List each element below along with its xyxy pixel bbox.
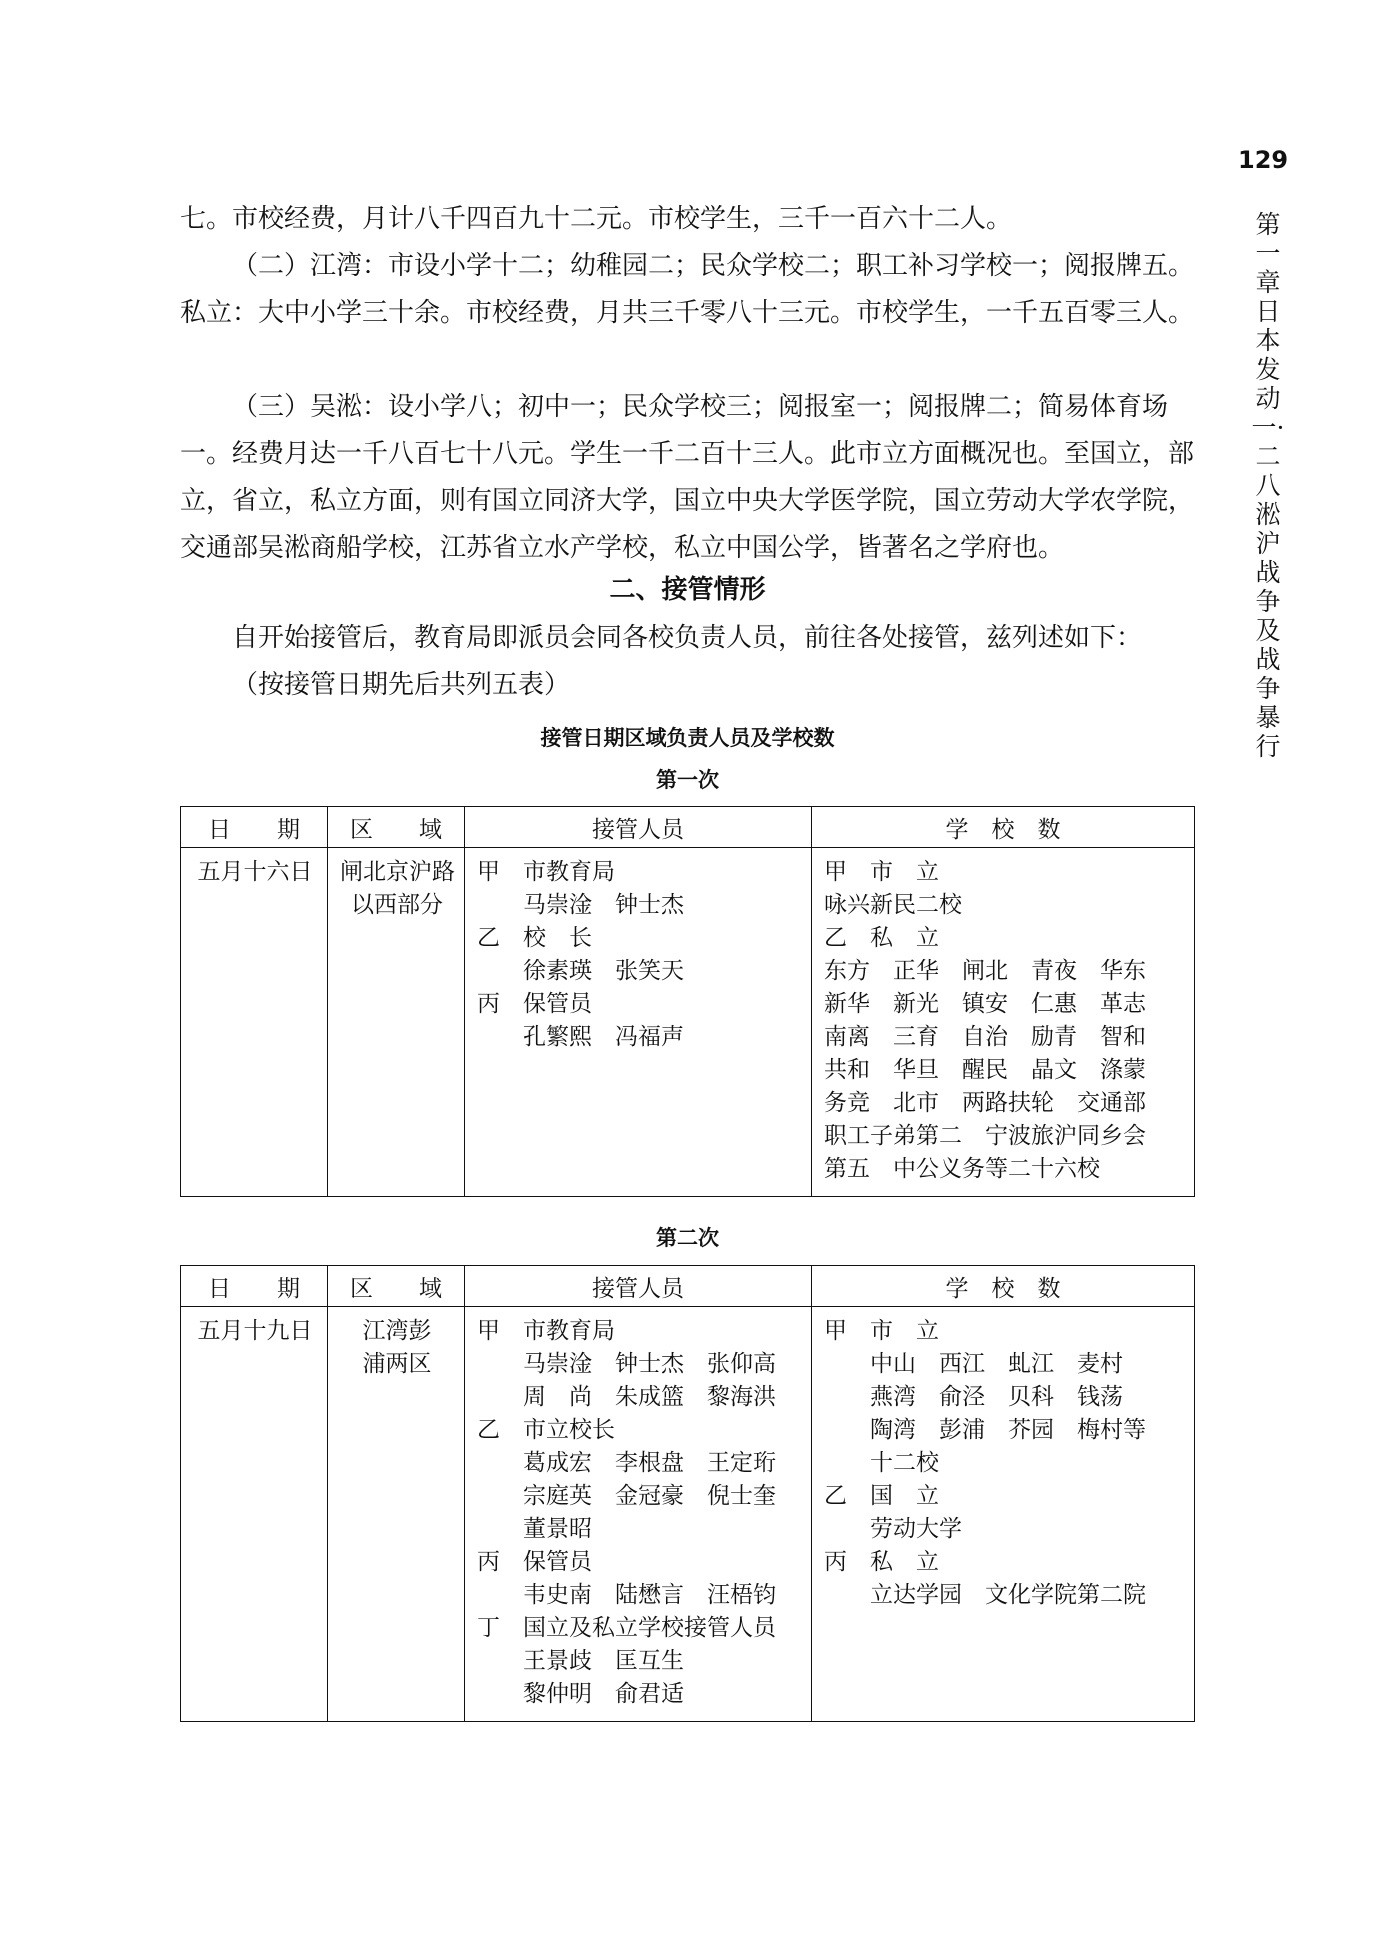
schools-line: 甲 市 立 <box>824 1318 939 1344</box>
cell-staff <box>465 848 812 1197</box>
staff-line: 甲 市教育局 <box>477 859 615 885</box>
schools-line: 务竞 北市 两路扶轮 交通部 <box>824 1090 1146 1116</box>
staff-line: 丙 保管员 <box>477 1549 592 1575</box>
staff-line: 宗庭英 金冠豪 倪士奎 <box>477 1483 776 1509</box>
schools-line: 南离 三育 自治 励青 智和 <box>824 1024 1146 1050</box>
staff-line: 徐素瑛 张笑天 <box>477 958 684 984</box>
cell-schools <box>812 1307 1195 1722</box>
intro-text: 自开始接管后，教育局即派员会同各校负责人员，前往各处接管，兹列述如下： <box>232 623 1143 653</box>
area-line: 闸北京沪路 <box>340 859 455 885</box>
staff-line: 周 尚 朱成篮 黎海洪 <box>477 1384 776 1410</box>
table-row <box>181 848 1195 1197</box>
section-heading: 二、接管情形 <box>609 575 766 605</box>
header-date: 日 期 <box>181 1266 328 1307</box>
staff-line: 董景昭 <box>477 1516 592 1542</box>
running-head: 第一章 日本发动一·二八淞沪战争及战争暴行 <box>1251 210 1306 761</box>
table-1-title: 第一次 <box>656 768 719 792</box>
staff-line: 马崇淦 钟士杰 张仰高 <box>477 1351 776 1377</box>
table-header-row <box>181 1266 1195 1307</box>
schools-line: 第五 中公义务等二十六校 <box>824 1156 1100 1182</box>
schools-line: 甲 市 立 <box>824 859 939 885</box>
takeover-table-1 <box>180 806 1195 1197</box>
staff-line: 葛成宏 李根盘 王定珩 <box>477 1450 776 1476</box>
schools-line: 立达学园 文化学院第二院 <box>824 1582 1146 1608</box>
intro-note: （按接管日期先后共列五表） <box>232 670 571 700</box>
table-2-title: 第二次 <box>656 1226 719 1250</box>
schools-line: 共和 华旦 醒民 晶文 涤蒙 <box>824 1057 1146 1083</box>
schools-line: 东方 正华 闸北 青夜 华东 <box>824 958 1146 984</box>
staff-line: 韦史南 陆懋言 汪梧钧 <box>477 1582 776 1608</box>
cell-schools <box>812 848 1195 1197</box>
staff-line: 乙 校 长 <box>477 925 592 951</box>
schools-line: 乙 国 立 <box>824 1483 939 1509</box>
staff-line: 乙 市立校长 <box>477 1417 615 1443</box>
takeover-table-2 <box>180 1265 1195 1722</box>
cell-area <box>328 848 465 1197</box>
staff-line: 孔繁熙 冯福声 <box>477 1024 684 1050</box>
schools-line: 燕湾 俞泾 贝科 钱荡 <box>824 1384 1123 1410</box>
schools-line: 十二校 <box>824 1450 939 1476</box>
schools-line: 乙 私 立 <box>824 925 939 951</box>
paragraph-2: （二）江湾：市设小学十二；幼稚园二；民众学校二；职工补习学校一；阅报牌五。私立：大中小学三十余。市校经费，月共三千零八十三元。市校学生，一千五百零三人。 <box>180 251 1195 328</box>
paragraph-3: （三）吴淞：设小学八；初中一；民众学校三；阅报室一；阅报牌二；简易体育场一。经费月达一千八百七十八元。学生一千二百十三人。此市立方面概况也。至国立，部立，省立，私立方面，则有国立同济大学，国立中央大学医学院，国立劳动大学农学院，交通部吴淞商船学校，江苏省立水产学校，私立中国公学，皆著名之学府也。 <box>180 392 1195 563</box>
schools-line: 咏兴新民二校 <box>824 892 962 918</box>
paragraph-1: 七。市校经费，月计八千四百九十二元。市校学生，三千一百六十二人。 <box>180 204 1013 234</box>
staff-line: 王景歧 匡互生 <box>477 1648 684 1674</box>
header-schools: 学 校 数 <box>812 1266 1195 1307</box>
table-row <box>181 1307 1195 1722</box>
schools-line: 陶湾 彭浦 芥园 梅村等 <box>824 1417 1146 1443</box>
schools-line: 劳动大学 <box>824 1516 962 1542</box>
cell-date <box>181 848 328 1197</box>
schools-line: 丙 私 立 <box>824 1549 939 1575</box>
staff-line: 甲 市教育局 <box>477 1318 615 1344</box>
staff-line: 马崇淦 钟士杰 <box>477 892 684 918</box>
cell-date <box>181 1307 328 1722</box>
staff-line: 丁 国立及私立学校接管人员 <box>477 1615 776 1641</box>
cell-area <box>328 1307 465 1722</box>
area-line: 江湾彭 <box>362 1318 432 1344</box>
header-area: 区 域 <box>328 1266 465 1307</box>
cell-staff <box>465 1307 812 1722</box>
date-text: 五月十六日 <box>197 859 313 885</box>
date-text: 五月十九日 <box>197 1318 313 1344</box>
area-line: 浦两区 <box>362 1351 432 1377</box>
header-staff: 接管人员 <box>465 807 812 848</box>
table-header-row <box>181 807 1195 848</box>
schools-line: 中山 西江 虬江 麦村 <box>824 1351 1123 1377</box>
schools-line: 职工子弟第二 宁波旅沪同乡会 <box>824 1123 1146 1149</box>
schools-line: 新华 新光 镇安 仁惠 革志 <box>824 991 1146 1017</box>
header-schools: 学 校 数 <box>812 807 1195 848</box>
header-staff: 接管人员 <box>465 1266 812 1307</box>
header-date: 日 期 <box>181 807 328 848</box>
staff-line: 黎仲明 俞君适 <box>477 1681 684 1707</box>
header-area: 区 域 <box>328 807 465 848</box>
table-caption: 接管日期区域负责人员及学校数 <box>540 726 835 750</box>
page-number: 129 <box>1238 146 1289 174</box>
staff-line: 丙 保管员 <box>477 991 592 1017</box>
area-line: 以西部分 <box>351 892 443 918</box>
